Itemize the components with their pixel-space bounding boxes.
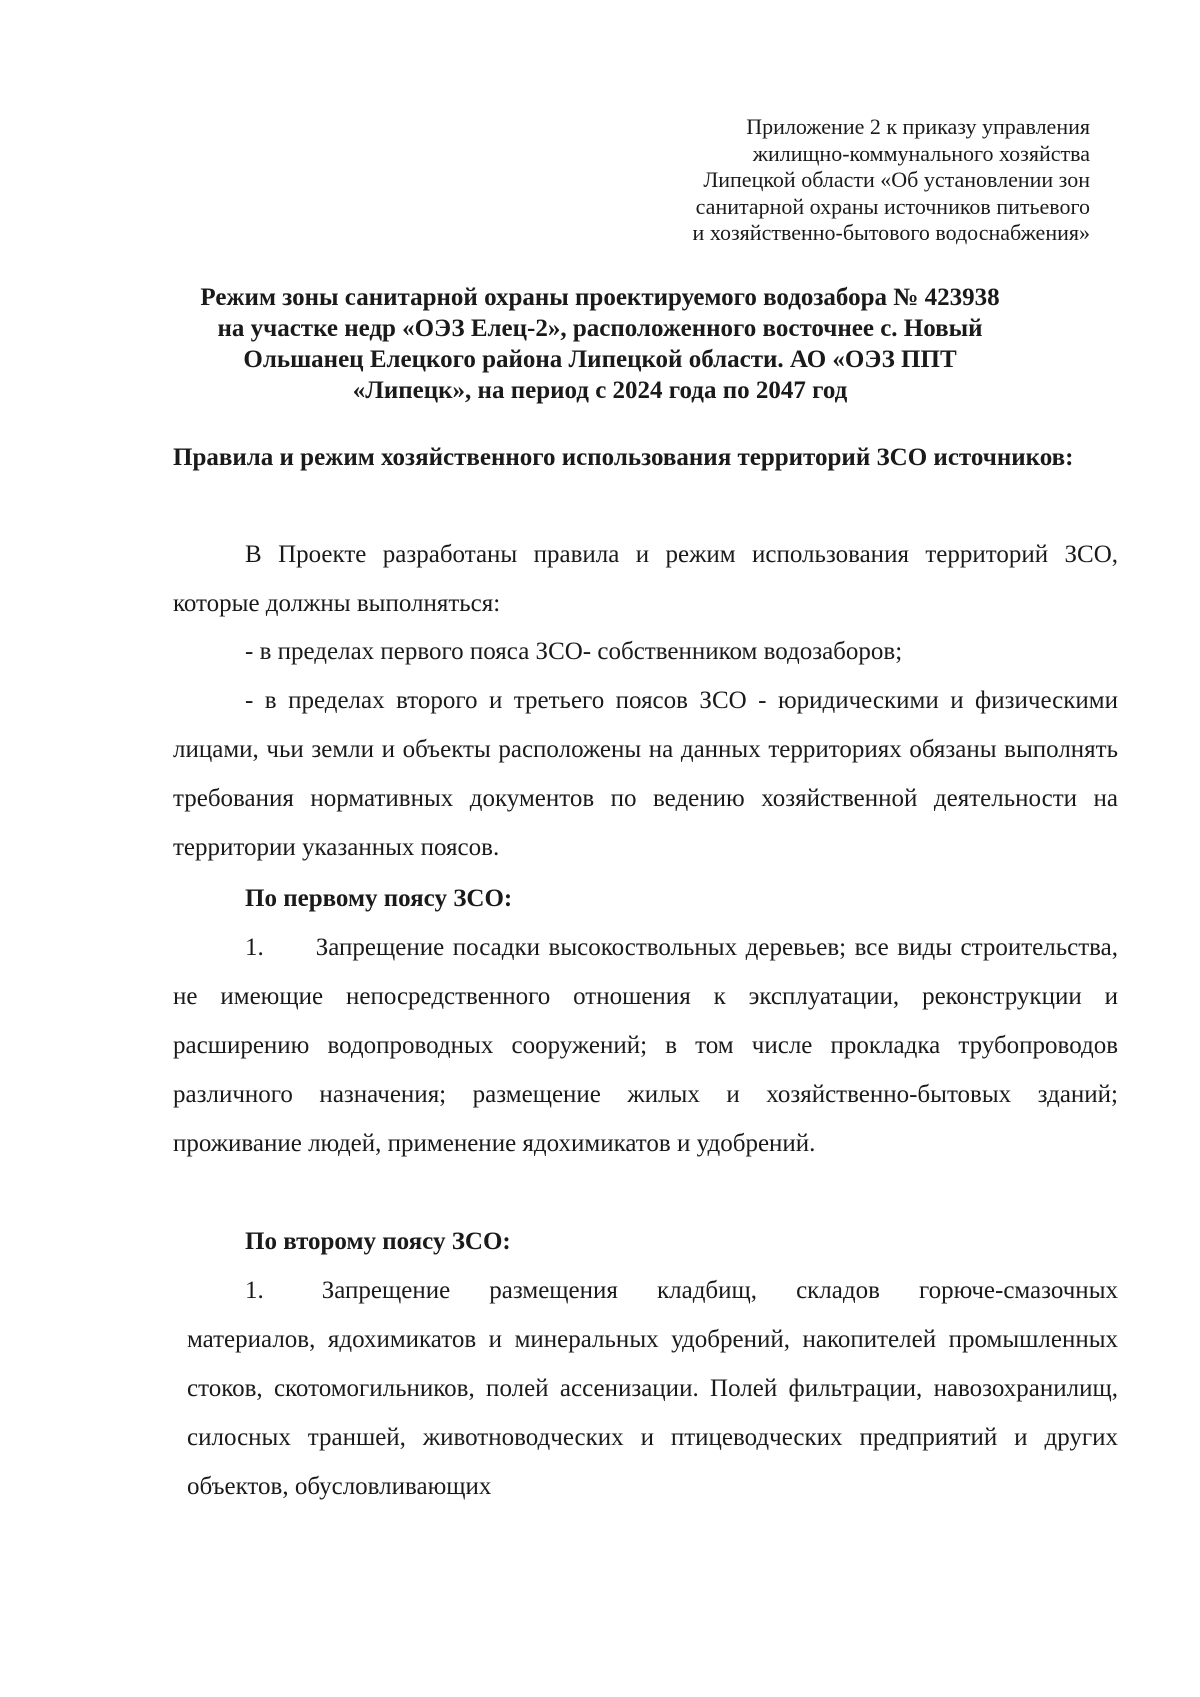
paragraph-belt23-entities: - в пределах второго и третьего поясов ЗСО - юридическими и физическими лицами, чьи земли и объекты расположены на данных территориях обязаны выполнять требования нормативных документов по ведению хозяйственной деятельности на территории указанных поясов.	[173, 687, 1118, 861]
title-line: «Липецк», на период с 2024 года по 2047 год	[352, 377, 848, 404]
appendix-line: санитарной охраны источников питьевого	[695, 193, 1090, 219]
paragraph-intro: В Проекте разработаны правила и режим использования территорий ЗСО, которые должны выполняться:	[173, 541, 1118, 617]
belt1-item-text: Запрещение посадки высокоствольных деревьев; все виды строительства, не имеющие непосредственного отношения к эксплуатации, реконструкции и расширению водопроводных сооружений; в том числе прокладка трубопроводов различного назначения; размещение жилых и хозяйственно-бытовых зданий; проживание людей, применение ядохимикатов и удобрений.	[173, 934, 1118, 1157]
belt2-item	[187, 1266, 1118, 1511]
appendix-line: Липецкой области «Об установлении зон	[703, 167, 1090, 192]
title-line: на участке недр «ОЭЗ Елец-2», расположенного восточнее с. Новый	[217, 315, 983, 342]
appendix-line: и хозяйственно-бытового водоснабжения»	[692, 220, 1090, 245]
belt1-item-number: 1.	[245, 934, 264, 961]
appendix-line: Приложение 2 к приказу управления	[746, 114, 1090, 139]
belt1-heading: По первому поясу ЗСО:	[245, 885, 513, 912]
belt1-item	[173, 923, 1118, 1168]
appendix-note	[530, 114, 1090, 247]
document-title	[150, 282, 1050, 406]
belt2-item-text: Запрещение размещения кладбищ, складов горюче-смазочных материалов, ядохимикатов и минеральных удобрений, накопителей промышленных стоков, скотомогильников, полей ассенизации. Полей фильтрации, навозохранилищ, силосных траншей, животноводческих и птицеводческих предприятий и других объектов, обусловливающих	[187, 1277, 1118, 1500]
appendix-line: жилищно-коммунального хозяйства	[752, 140, 1090, 166]
belt2-item-number: 1.	[245, 1277, 264, 1304]
title-line: Ольшанец Елецкого района Липецкой области. АО «ОЭЗ ППТ	[243, 346, 957, 373]
title-line: Режим зоны санитарной охраны проектируемого водозабора № 423938	[200, 284, 1000, 311]
paragraph-belt1-owner: - в пределах первого пояса ЗСО- собственником водозаборов;	[245, 638, 903, 665]
belt2-heading: По второму поясу ЗСО:	[245, 1228, 511, 1255]
section-heading: Правила и режим хозяйственного использования территорий ЗСО источников:	[173, 444, 1074, 471]
